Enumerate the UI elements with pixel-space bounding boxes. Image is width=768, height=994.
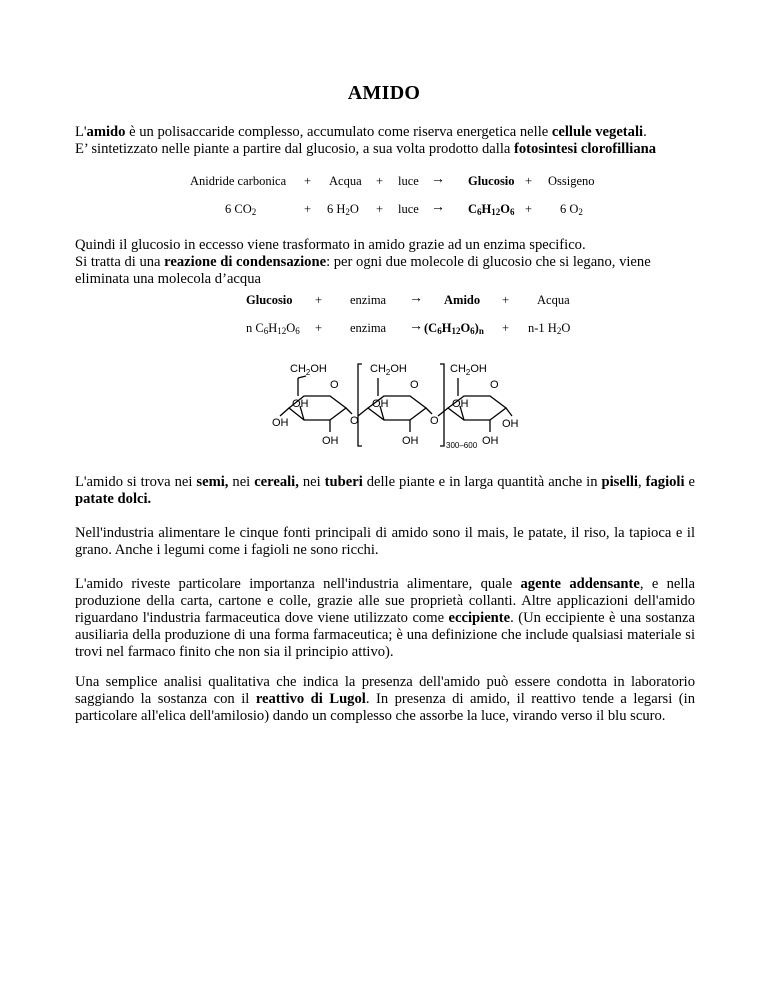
subscript: 6 (470, 326, 475, 336)
reaction-arrow: → (431, 172, 445, 187)
subscript: 6 (510, 207, 515, 217)
bold-term: reattivo di Lugol (255, 691, 366, 707)
subscript: 6 (477, 207, 482, 217)
formula-glucose (246, 321, 300, 336)
text: 6 O (560, 202, 579, 216)
bold-term: eccipiente (448, 610, 511, 626)
subscript: 2 (465, 368, 471, 377)
bold-term: fagioli (645, 474, 685, 490)
text: CH (450, 363, 466, 375)
text: O (460, 321, 471, 335)
amylose-structure-diagram (272, 356, 522, 456)
text: . (Un eccipiente è una sostanza ausiliaria della produzione di una forma farmaceutica; è una definizione che include qualsiasi materiale si trovi nel farmaco finito che non sia il principio attivo). (75, 610, 695, 660)
reaction-arrow: → (431, 200, 445, 215)
text: , (638, 474, 642, 490)
text: . (643, 124, 647, 140)
energy-label: luce (398, 174, 419, 188)
product-label: Glucosio (468, 174, 515, 188)
text: O (561, 321, 571, 335)
atom-labels (272, 363, 519, 450)
bold-term: semi, (196, 474, 229, 490)
text: e (684, 474, 695, 490)
lugol-test-paragraph (75, 674, 695, 725)
repeat-bracket-left (358, 364, 362, 446)
text: H (441, 321, 452, 335)
plus-sign: + (525, 202, 533, 216)
text: H (481, 202, 492, 216)
subscript: 12 (277, 326, 287, 336)
product-label: Acqua (537, 293, 570, 307)
ch2oh-label (450, 363, 487, 377)
text: n C (246, 321, 264, 335)
text: eliminata una molecola d’acqua (75, 271, 261, 287)
oh-label: OH (482, 435, 499, 447)
text: Si tratta di una (75, 254, 165, 270)
text: ) (474, 321, 479, 335)
plus-sign: + (315, 293, 323, 307)
text: O (500, 202, 510, 216)
formula-co2 (225, 202, 256, 217)
condensation-paragraph (75, 237, 695, 288)
formula-water (528, 321, 570, 336)
text: (C (424, 321, 438, 335)
glycosidic-oxygen-label: O (350, 415, 359, 427)
text: CH (290, 363, 306, 375)
text: OH (390, 363, 407, 375)
bold-term: piselli (601, 474, 638, 490)
subscript: 2 (251, 207, 257, 217)
text: Una semplice analisi qualitativa che indica la presenza dell'amido può essere condotta in laboratorio saggiando la sostanza con il (75, 674, 695, 707)
text: , e nella produzione della carta, cartone e colle, grazie alle sue proprietà collanti. Altre applicazioni dell'amido riguardano l'industria farmaceutica dove viene utilizzato come (75, 576, 695, 626)
bold-term: amido (86, 124, 126, 140)
repeat-bracket-right (440, 364, 444, 446)
industry-sources-paragraph: Nell'industria alimentare le cinque fonti principali di amido sono il mais, le patate, il riso, la tapioca e il grano. Anche i legumi come i fagioli ne sono ricchi. (75, 525, 695, 558)
text: E’ sintetizzato nelle piante a partire dal glucosio, a sua volta prodotto dalla (75, 141, 515, 157)
reaction-arrow: → (409, 291, 423, 306)
repeat-count-label: 300–600 (446, 441, 478, 450)
subscript: 6 (263, 326, 269, 336)
text: CH (370, 363, 386, 375)
subscript: 2 (305, 368, 311, 377)
plus-sign: + (315, 321, 323, 335)
bold-term: cereali, (254, 474, 299, 490)
text: nei (228, 474, 255, 490)
text: O (349, 202, 359, 216)
subscript: 2 (556, 326, 562, 336)
oh-label: OH (322, 435, 339, 447)
sources-paragraph (75, 474, 695, 508)
subscript: 2 (385, 368, 391, 377)
bold-term: reazione di condensazione (164, 254, 327, 270)
subscript: 6 (437, 326, 442, 336)
oh-label: OH (502, 418, 519, 430)
reactant-label: Glucosio (246, 293, 293, 307)
text: L'amido si trova nei (75, 474, 197, 490)
text: Quindi il glucosio in eccesso viene trasformato in amido grazie ad un enzima specifico. (75, 237, 586, 253)
text: . In presenza di amido, il reattivo tende a legarsi (in particolare all'elica dell'amilosio) dando un complesso che assorbe la luce, virando verso il blu scuro. (75, 691, 696, 724)
text: O (286, 321, 296, 335)
subscript: 12 (491, 207, 501, 217)
text: 6 CO (225, 202, 252, 216)
bold-term: fotosintesi clorofilliana (514, 141, 657, 157)
reaction-arrow: → (409, 319, 423, 334)
text: L' (75, 124, 87, 140)
plus-sign: + (304, 174, 312, 188)
plus-sign: + (525, 174, 533, 188)
product-label: Ossigeno (548, 174, 595, 188)
ch2oh-label (290, 363, 327, 377)
text: OH (310, 363, 327, 375)
text: nei (298, 474, 325, 490)
ring-oxygen-label: O (410, 379, 419, 391)
plus-sign: + (502, 293, 510, 307)
plus-sign: + (502, 321, 510, 335)
text: H (268, 321, 278, 335)
applications-paragraph (75, 576, 695, 661)
oh-label: OH (452, 398, 469, 410)
reactant-label: Acqua (329, 174, 362, 188)
text: L'amido riveste particolare importanza nell'industria alimentare, quale (75, 576, 521, 592)
formula-h2o (327, 202, 359, 217)
subscript: 6 (295, 326, 300, 336)
plus-sign: + (376, 202, 384, 216)
bonds (280, 364, 512, 446)
text: n-1 H (528, 321, 557, 335)
product-label: Amido (444, 293, 481, 307)
plus-sign: + (376, 174, 384, 188)
text: : per ogni due molecole di glucosio che si legano, viene (326, 254, 651, 270)
ring-oxygen-label: O (330, 379, 339, 391)
intro-paragraph (75, 124, 695, 158)
subscript: n (478, 326, 484, 336)
ring-oxygen-label: O (490, 379, 499, 391)
formula-starch (424, 321, 484, 336)
bold-term: tuberi (324, 474, 363, 490)
subscript: 12 (451, 326, 461, 336)
enzyme-label: enzima (350, 321, 387, 335)
bold-term: cellule vegetali (551, 124, 644, 140)
bold-term: agente addensante (520, 576, 640, 592)
text: delle piante e in larga quantità anche in (362, 474, 602, 490)
oh-label: OH (402, 435, 419, 447)
oh-label: OH (372, 398, 389, 410)
page-title: AMIDO (347, 82, 421, 104)
text: C (468, 202, 478, 216)
plus-sign: + (304, 202, 312, 216)
bold-term: patate dolci. (75, 491, 152, 507)
subscript: 2 (345, 207, 350, 217)
subscript: 2 (578, 207, 583, 217)
text: è un polisaccaride complesso, accumulato come riserva energetica nelle (125, 124, 552, 140)
formula-glucose (468, 202, 515, 217)
reactant-label: Anidride carbonica (190, 174, 287, 188)
formula-o2 (560, 202, 583, 217)
energy-label: luce (398, 202, 419, 216)
enzyme-label: enzima (350, 293, 387, 307)
text: 6 H (327, 202, 346, 216)
ch2oh-label (370, 363, 407, 377)
oh-label: OH (272, 417, 289, 429)
glycosidic-oxygen-label: O (430, 415, 439, 427)
oh-label: OH (292, 398, 309, 410)
text: OH (470, 363, 487, 375)
